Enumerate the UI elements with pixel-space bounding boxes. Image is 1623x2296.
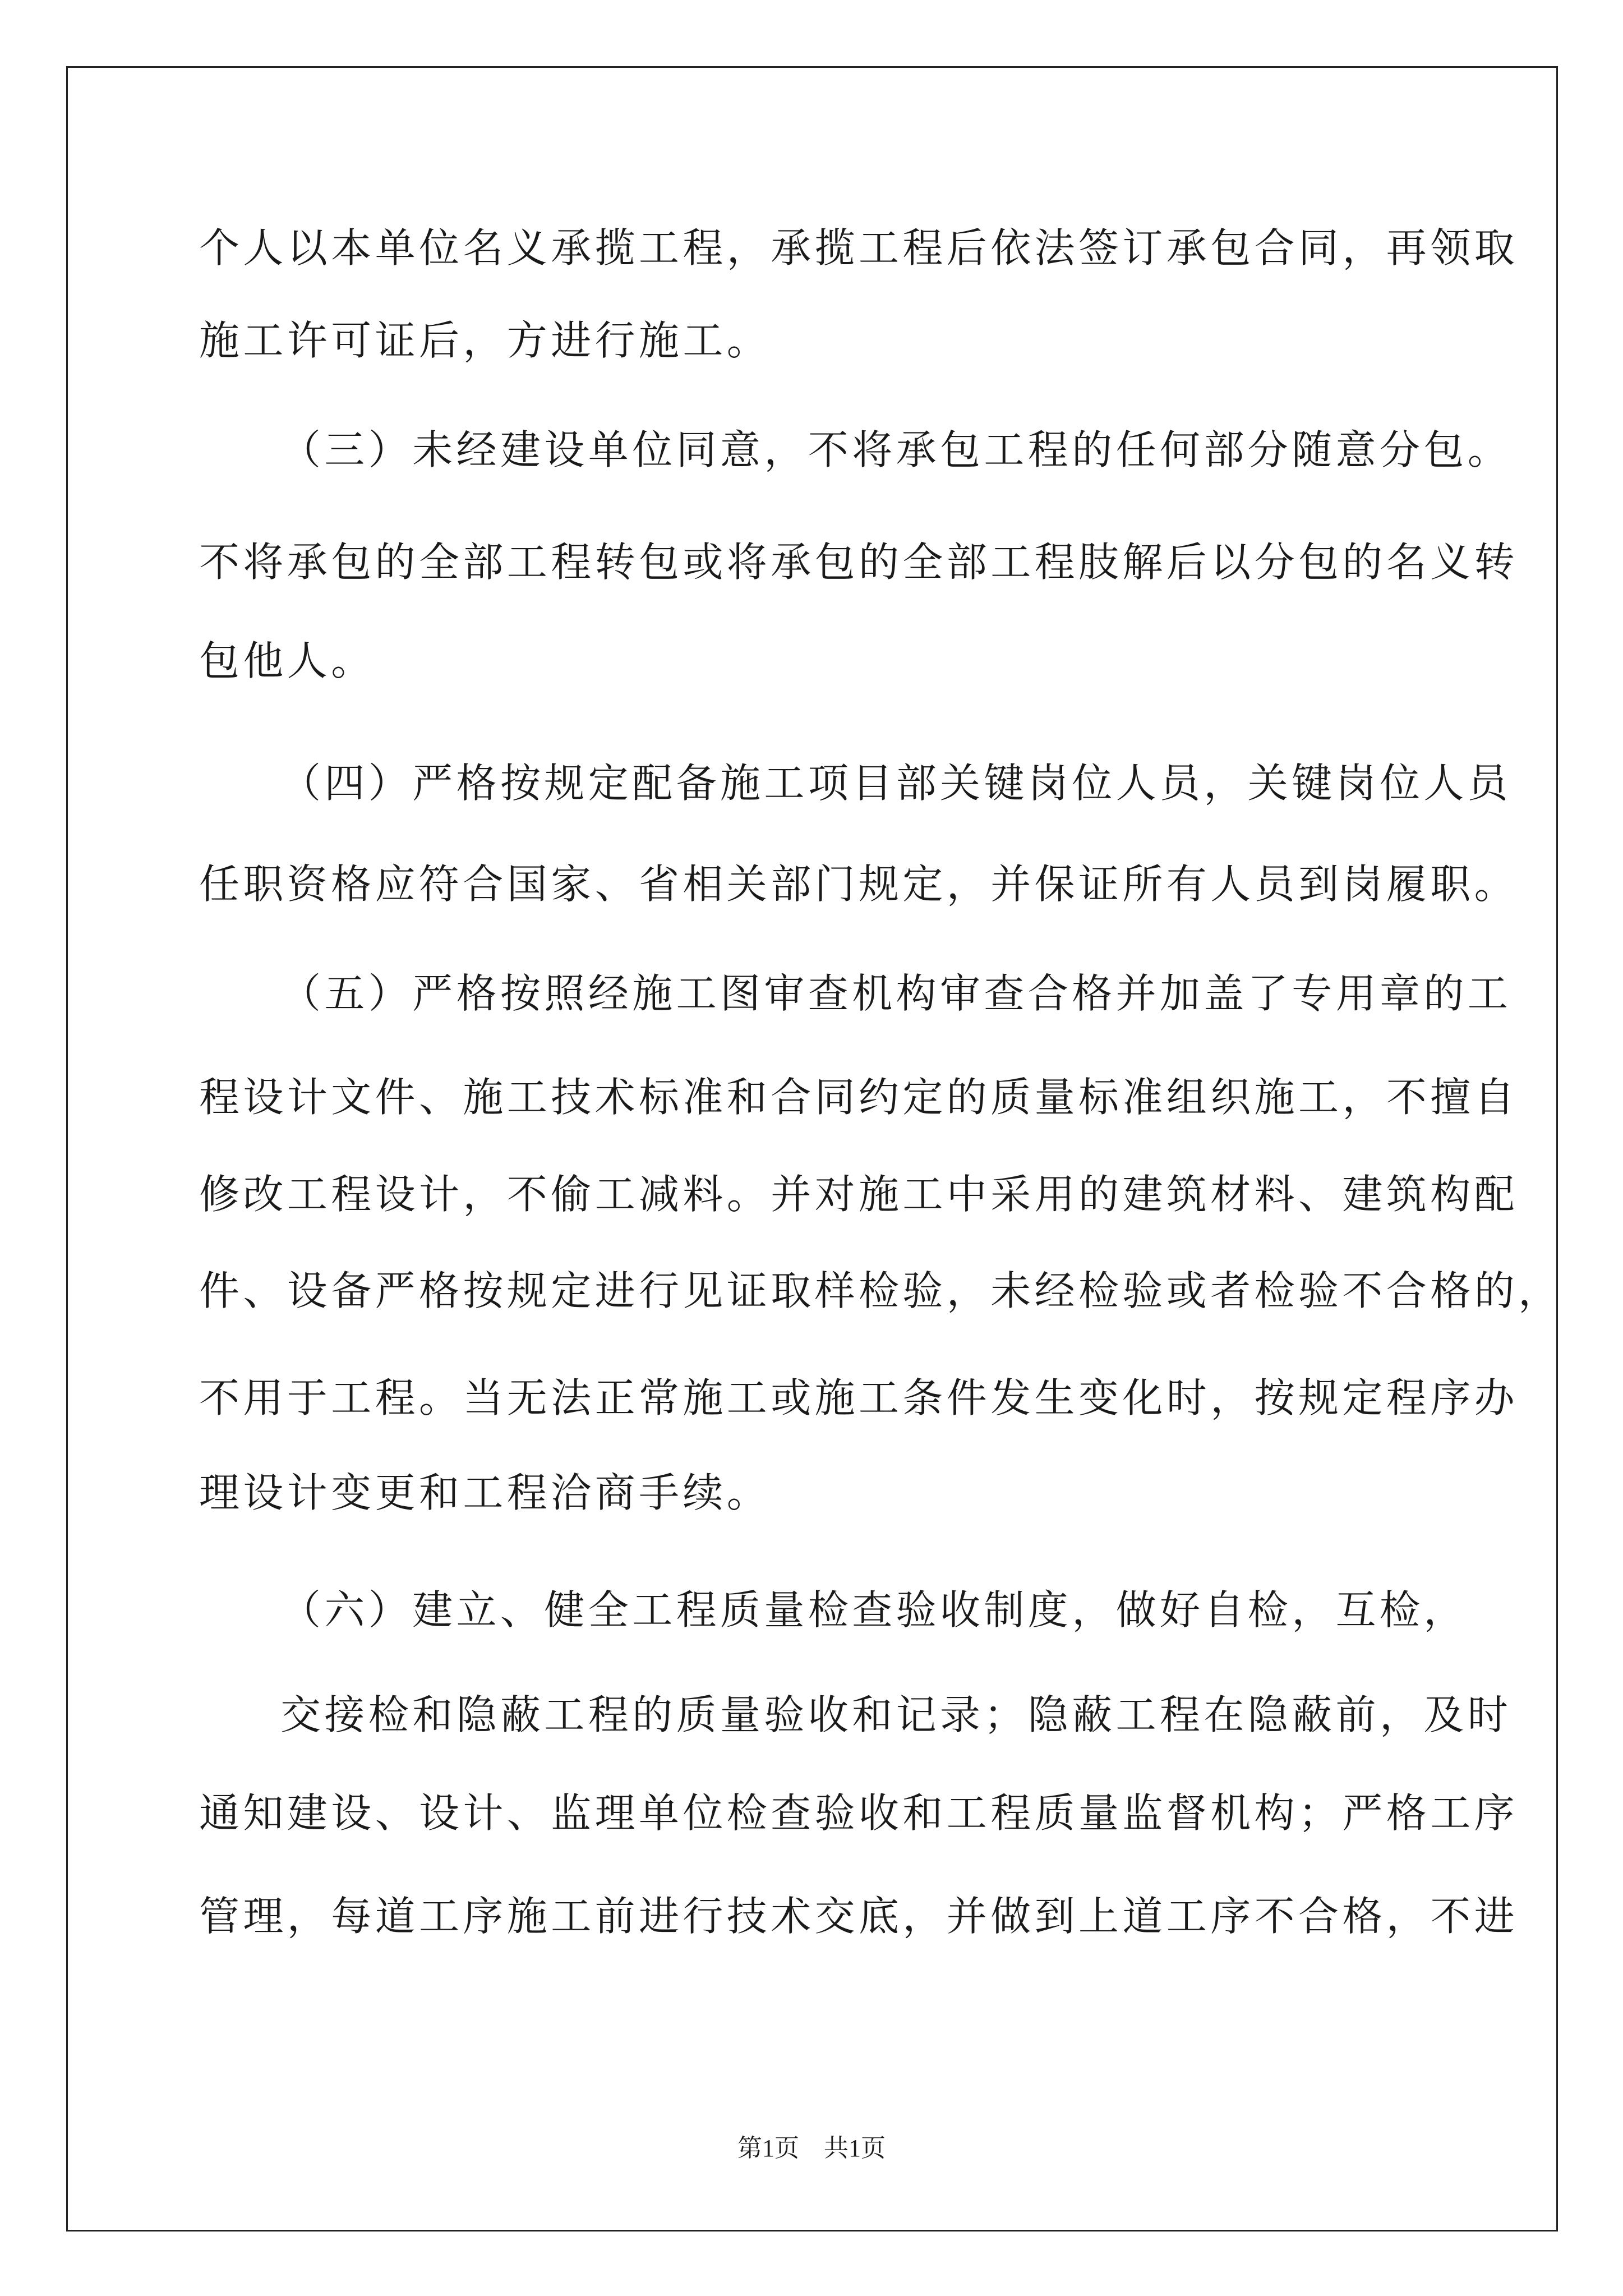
text-line: 修改工程设计，不偷工减料。并对施工中采用的建筑材料、建筑构配 <box>199 1171 1519 1218</box>
text-line: 任职资格应符合国家、省相关部门规定，并保证所有人员到岗履职。 <box>199 861 1519 908</box>
page-number: 第1页 共1页 <box>737 2134 886 2162</box>
text-line: 件、设备严格按规定进行见证取样检验，未经检验或者检验不合格的， <box>199 1267 1562 1314</box>
text-line: （三）未经建设单位同意，不将承包工程的任何部分随意分包。 <box>280 426 1512 473</box>
text-line: （四）严格按规定配备施工项目部关键岗位人员，关键岗位人员 <box>280 760 1512 807</box>
text-line: （六）建立、健全工程质量检查验收制度，做好自检，互检， <box>280 1586 1468 1634</box>
text-line: 交接检和隐蔽工程的质量验收和记录；隐蔽工程在隐蔽前，及时 <box>280 1691 1512 1738</box>
text-line: 不用于工程。当无法正常施工或施工条件发生变化时，按规定程序办 <box>199 1374 1519 1421</box>
text-line: 包他人。 <box>199 637 375 684</box>
text-line: 施工许可证后，方进行施工。 <box>199 317 771 364</box>
text-line: 程设计文件、施工技术标准和合同约定的质量标准组织施工，不擅自 <box>199 1074 1519 1121</box>
text-line: 不将承包的全部工程转包或将承包的全部工程肢解后以分包的名义转 <box>199 539 1519 586</box>
text-line: 通知建设、设计、监理单位检查验收和工程质量监督机构；严格工序 <box>199 1789 1519 1837</box>
text-line: 个人以本单位名义承揽工程，承揽工程后依法签订承包合同，再领取 <box>199 224 1519 272</box>
text-line: 管理，每道工序施工前进行技术交底，并做到上道工序不合格，不进 <box>199 1893 1519 1940</box>
text-line: （五）严格按照经施工图审查机构审查合格并加盖了专用章的工 <box>280 970 1512 1017</box>
text-line: 理设计变更和工程洽商手续。 <box>199 1469 771 1516</box>
